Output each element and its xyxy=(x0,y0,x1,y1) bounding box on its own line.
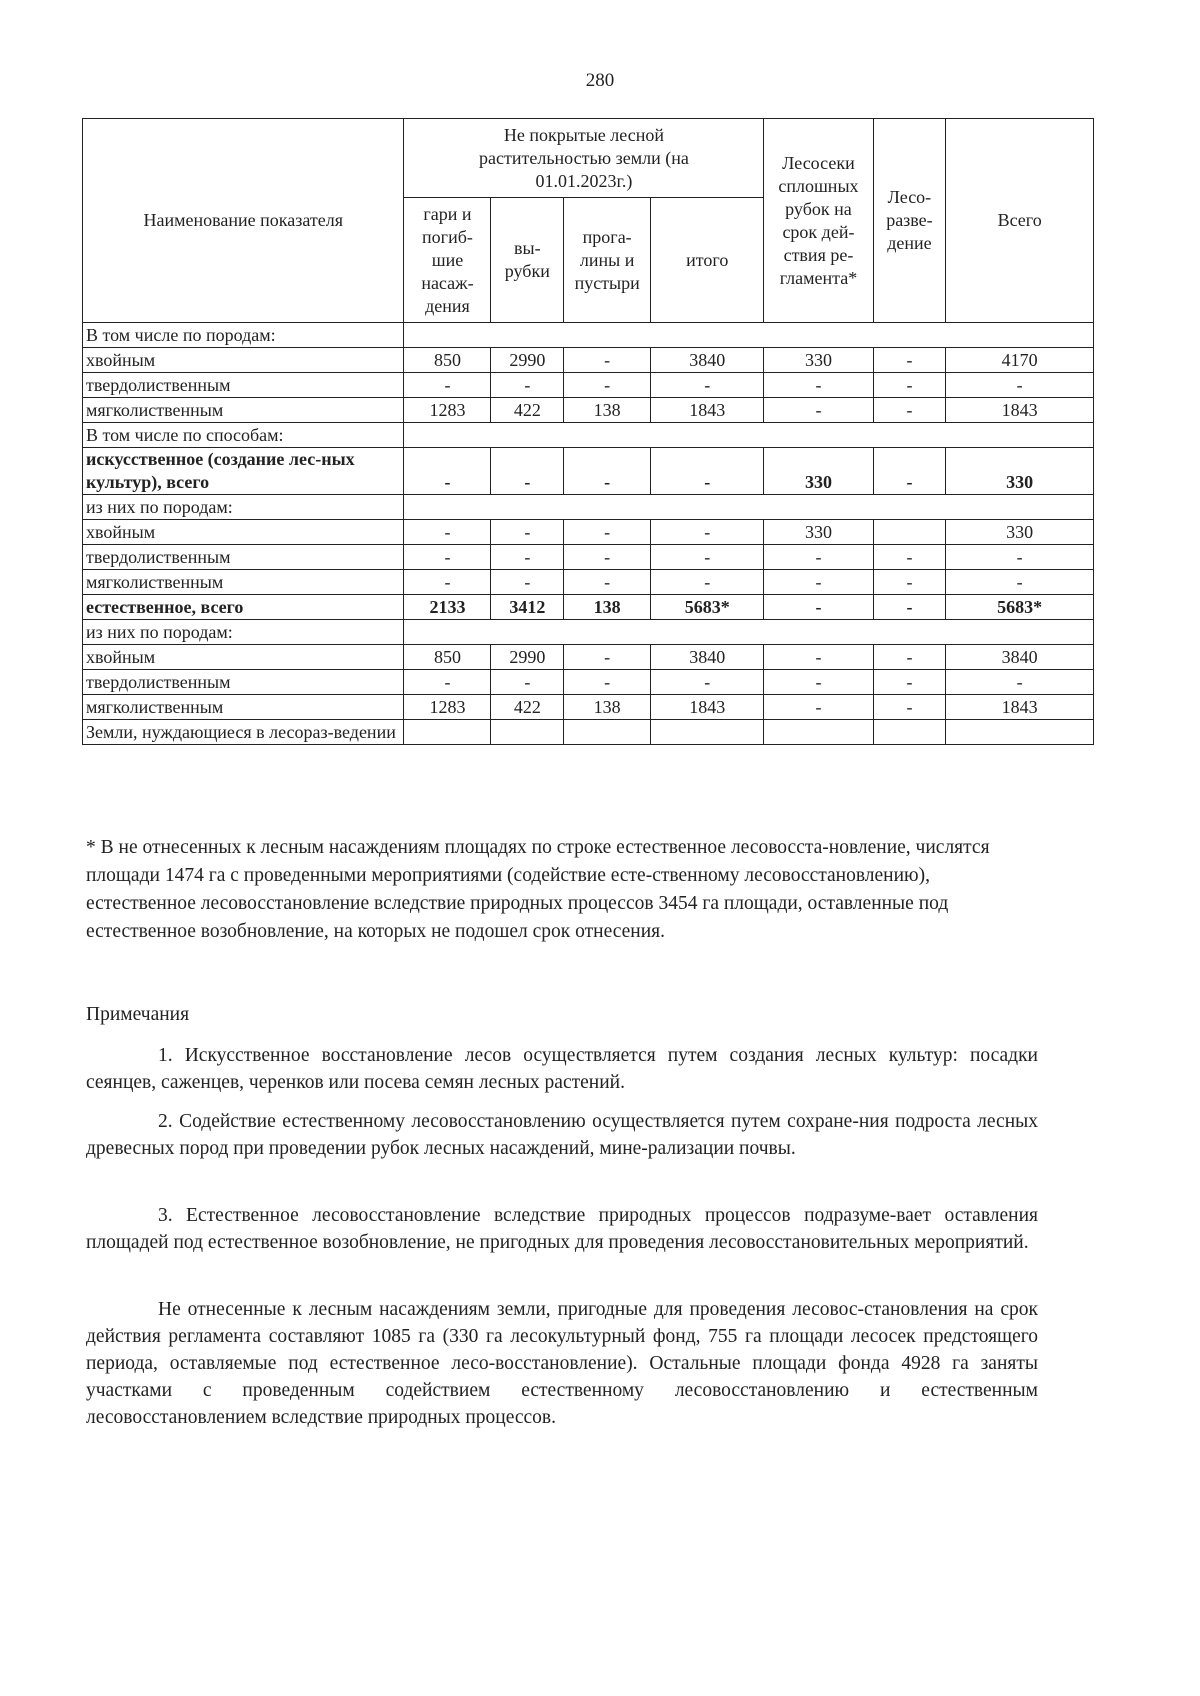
row-label: В том числе по способам: xyxy=(83,423,404,448)
row-label: Земли, нуждающиеся в лесораз-ведении xyxy=(83,720,404,745)
table-cell: - xyxy=(564,570,651,595)
table-cell: 138 xyxy=(564,695,651,720)
table-cell: - xyxy=(491,373,564,398)
table-cell: - xyxy=(651,545,764,570)
table-row xyxy=(83,695,1094,720)
table-cell: 138 xyxy=(564,398,651,423)
row-label: твердолиственным xyxy=(83,373,404,398)
table-cell: - xyxy=(491,570,564,595)
table-cell: 330 xyxy=(764,348,873,373)
table-cell: - xyxy=(651,570,764,595)
notes-title: Примечания xyxy=(86,1004,190,1025)
table-cell: - xyxy=(873,695,946,720)
table-cell xyxy=(764,720,873,745)
table-cell: 2990 xyxy=(491,348,564,373)
table-cell: 1843 xyxy=(651,695,764,720)
table-row xyxy=(83,423,1094,448)
table-row xyxy=(83,495,1094,520)
table-cell: 422 xyxy=(491,695,564,720)
table-cell: - xyxy=(873,348,946,373)
table-cell: - xyxy=(764,373,873,398)
table-row xyxy=(83,398,1094,423)
table-cell: 330 xyxy=(946,520,1094,545)
table-cell: - xyxy=(651,520,764,545)
table-row xyxy=(83,595,1094,620)
table-cell xyxy=(873,720,946,745)
table-cell: - xyxy=(873,448,946,495)
header-group-title: Не покрытые лесной растительностью земли (на 01.01.2023г.) xyxy=(404,119,764,198)
table-cell: - xyxy=(946,670,1094,695)
header-sub-col: вы-рубки xyxy=(491,198,564,323)
table-cell: - xyxy=(651,670,764,695)
section-empty-cell xyxy=(404,620,1094,645)
row-label: искусственное (создание лес-ных культур), всего xyxy=(83,448,404,495)
header-vsego: Всего xyxy=(946,119,1094,323)
table-cell xyxy=(651,720,764,745)
table-cell: - xyxy=(404,448,491,495)
section-empty-cell xyxy=(404,423,1094,448)
table-cell: - xyxy=(873,670,946,695)
note-paragraph: 2. Содействие естественному лесовосстановлению осуществляется путем сохране-ния подроста лесных древесных пород при проведении рубок лесных насаждений, мине-рализации почвы. xyxy=(86,1111,1038,1159)
table-row xyxy=(83,645,1094,670)
table-cell: - xyxy=(564,520,651,545)
page-number: 280 xyxy=(585,70,615,91)
row-label: твердолиственным xyxy=(83,545,404,570)
header-name: Наименование показателя xyxy=(83,119,404,323)
row-label: твердолиственным xyxy=(83,670,404,695)
row-label: из них по породам: xyxy=(83,495,404,520)
table-cell: 138 xyxy=(564,595,651,620)
table-cell: - xyxy=(491,520,564,545)
table-cell: 1843 xyxy=(946,398,1094,423)
table-cell xyxy=(873,520,946,545)
table-cell: - xyxy=(404,373,491,398)
table-row xyxy=(83,520,1094,545)
note-paragraph: Не отнесенные к лесным насаждениям земли, пригодные для проведения лесовос-становления на срок действия регламента составляют 1085 га (330 га лесокультурный фонд, 755 га площади лесосек предстоящего периода, оставляемые под естественное лесо-восстановление). Остальные площади фонда 4928 га заняты участками с проведенным содействием естественному лесовосстановлению и естественным лесовосстановлением вследствие природных процессов. xyxy=(86,1299,1038,1428)
table-row xyxy=(83,570,1094,595)
table-cell: - xyxy=(873,595,946,620)
table-cell: 5683* xyxy=(946,595,1094,620)
table-cell: 2133 xyxy=(404,595,491,620)
table-cell: - xyxy=(764,645,873,670)
table-cell: - xyxy=(764,670,873,695)
table-row xyxy=(83,720,1094,745)
table-cell: 3840 xyxy=(651,348,764,373)
table-cell: - xyxy=(764,595,873,620)
table-cell: 3840 xyxy=(651,645,764,670)
table-cell: - xyxy=(491,545,564,570)
table-cell: 4170 xyxy=(946,348,1094,373)
table-cell: - xyxy=(404,570,491,595)
footnote: * В не отнесенных к лесным насаждениям площадях по строке естественное лесовосста-новление, числятся площади 1474 га с проведенными мероприятиями (содействие есте-ственному лесовосстановлению), естественное лесовосстановление вследствие природных процессов 3454 га площади, оставленные под естественное возобновление, на которых не подошел срок отнесения. xyxy=(86,837,990,942)
table-cell: - xyxy=(404,520,491,545)
table-row xyxy=(83,348,1094,373)
table-cell: - xyxy=(946,373,1094,398)
row-label: хвойным xyxy=(83,348,404,373)
table-cell xyxy=(491,720,564,745)
table-cell: - xyxy=(873,545,946,570)
table-cell: 330 xyxy=(764,520,873,545)
table-cell: - xyxy=(946,570,1094,595)
table-cell: - xyxy=(651,448,764,495)
table-cell: 2990 xyxy=(491,645,564,670)
note-paragraph: 3. Естественное лесовосстановление вследствие природных процессов подразуме-вает оставления площадей под естественное возобновление, не пригодных для проведения лесовосстановительных мероприятий. xyxy=(86,1205,1038,1253)
header-lesorazvedenie: Лесо-разве-дение xyxy=(873,119,946,323)
table-cell: - xyxy=(564,448,651,495)
table-row xyxy=(83,373,1094,398)
row-label: мягколиственным xyxy=(83,570,404,595)
table-cell: 1843 xyxy=(651,398,764,423)
table-row xyxy=(83,448,1094,495)
table-cell: - xyxy=(564,670,651,695)
table-cell: - xyxy=(764,545,873,570)
table-cell: 3840 xyxy=(946,645,1094,670)
section-empty-cell xyxy=(404,323,1094,348)
table-cell: - xyxy=(764,695,873,720)
table-cell: - xyxy=(764,398,873,423)
row-label: мягколиственным xyxy=(83,398,404,423)
table-cell: 422 xyxy=(491,398,564,423)
header-sub-col: прога-лины и пустыри xyxy=(564,198,651,323)
table-row xyxy=(83,670,1094,695)
table-row xyxy=(83,323,1094,348)
row-label: из них по породам: xyxy=(83,620,404,645)
table-cell: - xyxy=(564,645,651,670)
table-cell: 5683* xyxy=(651,595,764,620)
section-empty-cell xyxy=(404,495,1094,520)
table-cell: 850 xyxy=(404,645,491,670)
table-body xyxy=(83,323,1094,745)
table-cell xyxy=(946,720,1094,745)
table-cell: - xyxy=(564,373,651,398)
table-cell: 1283 xyxy=(404,695,491,720)
table-cell: 330 xyxy=(764,448,873,495)
table-cell xyxy=(404,720,491,745)
table-cell: - xyxy=(946,545,1094,570)
table-cell: - xyxy=(873,645,946,670)
table-cell: - xyxy=(404,545,491,570)
table-cell xyxy=(564,720,651,745)
row-label: В том числе по породам: xyxy=(83,323,404,348)
table-cell: 330 xyxy=(946,448,1094,495)
row-label: мягколиственным xyxy=(83,695,404,720)
table-cell: - xyxy=(564,348,651,373)
table-cell: - xyxy=(491,670,564,695)
table-cell: - xyxy=(491,448,564,495)
row-label: хвойным xyxy=(83,520,404,545)
table-cell: - xyxy=(873,570,946,595)
table-cell: 1843 xyxy=(946,695,1094,720)
header-sub-col: итого xyxy=(651,198,764,323)
table-cell: - xyxy=(873,373,946,398)
header-sub-col: гари и погиб-шие насаж-дения xyxy=(404,198,491,323)
table-cell: - xyxy=(404,670,491,695)
row-label: естественное, всего xyxy=(83,595,404,620)
table-row xyxy=(83,545,1094,570)
table-cell: - xyxy=(873,398,946,423)
table-cell: 3412 xyxy=(491,595,564,620)
table-cell: 850 xyxy=(404,348,491,373)
table-cell: - xyxy=(764,570,873,595)
table-cell: - xyxy=(564,545,651,570)
forest-land-table xyxy=(82,118,1094,745)
row-label: хвойным xyxy=(83,645,404,670)
header-lesoseki: Лесосеки сплошных рубок на срок дей-ствия ре-гламента* xyxy=(764,119,873,323)
note-paragraph: 1. Искусственное восстановление лесов осуществляется путем создания лесных культур: посадки сеянцев, саженцев, черенков или посева семян лесных растений. xyxy=(86,1045,1038,1093)
table-row xyxy=(83,620,1094,645)
table-cell: - xyxy=(651,373,764,398)
table-cell: 1283 xyxy=(404,398,491,423)
